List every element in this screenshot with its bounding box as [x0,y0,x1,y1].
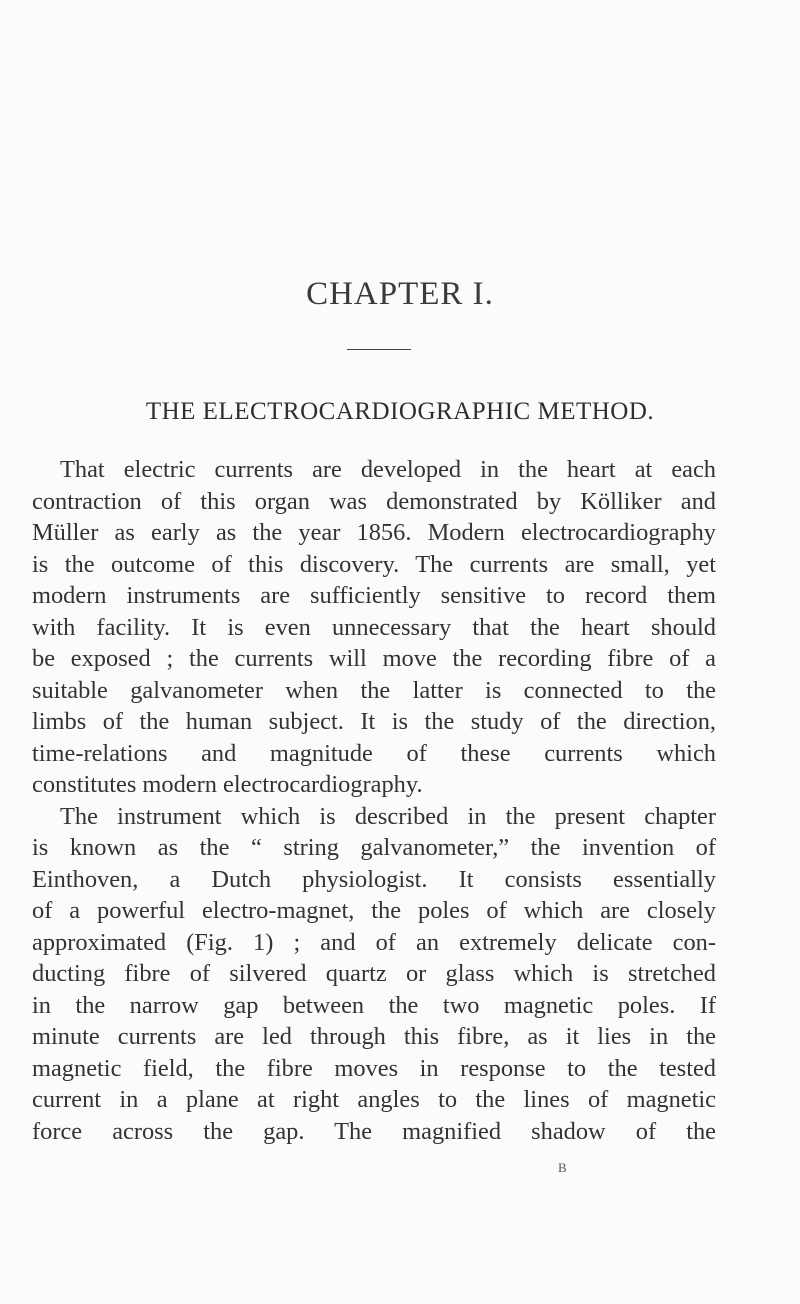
text-line: be exposed ; the currents will move the recording fibre of a [32,645,716,672]
text-line: magnetic field, the fibre moves in response to the tested [32,1054,716,1082]
text-line: force across the gap. The magnified shadow of the [32,1117,716,1145]
text-line: minute currents are led through this fibre, as it lies in the [32,1023,716,1050]
text-line: suitable galvanometer when the latter is connected to the [32,676,716,704]
paragraph-1 [32,454,716,801]
text-line: is the outcome of this discovery. The currents are small, yet [32,550,716,578]
text-line: That electric currents are developed in the heart at each [60,456,716,483]
text-line: limbs of the human subject. It is the study of the direction, [32,708,716,735]
text-line: approximated (Fig. 1) ; and of an extremely delicate con- [32,928,716,956]
text-line: The instrument which is described in the present chapter [60,802,716,830]
body-text [32,454,716,1147]
text-line: of a powerful electro-magnet, the poles of which are closely [32,897,716,924]
text-line: time-relations and magnitude of these currents which [32,739,716,767]
paragraph-2 [32,801,716,1148]
text-line: Einthoven, a Dutch physiologist. It consists essentially [32,865,716,893]
text-line: constitutes modern electrocardiography. [32,771,423,798]
signature-mark: B [558,1160,567,1175]
chapter-title: CHAPTER I. [306,276,494,312]
text-line: is known as the “ string galvanometer,” the invention of [32,834,716,861]
text-line: in the narrow gap between the two magnetic poles. If [32,991,716,1019]
title-rule [347,349,411,350]
text-line: current in a plane at right angles to the lines of magnetic [32,1086,716,1113]
text-line: modern instruments are sufficiently sensitive to record them [32,582,716,609]
text-line: contraction of this organ was demonstrated by Kölliker and [32,487,716,515]
section-heading: THE ELECTROCARDIOGRAPHIC METHOD. [145,398,655,425]
text-line: with facility. It is even unnecessary that the heart should [32,613,716,641]
text-line: Müller as early as the year 1856. Modern electrocardiography [32,519,716,546]
text-line: ducting fibre of silvered quartz or glass which is stretched [32,960,716,987]
